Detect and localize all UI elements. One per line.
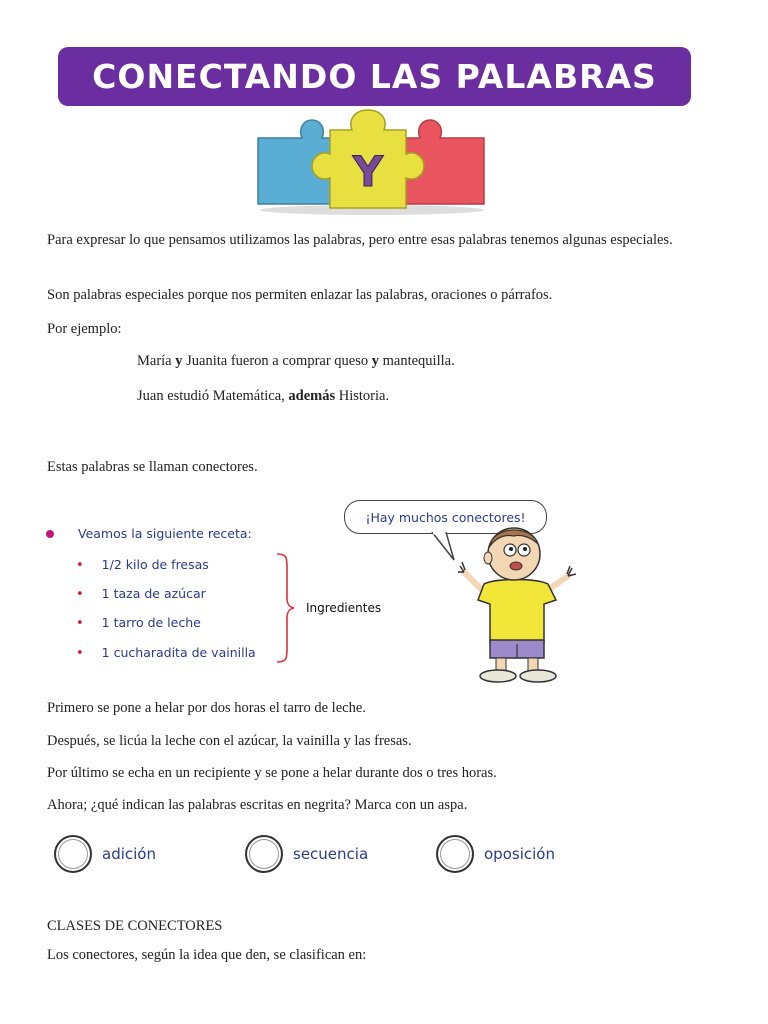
option-circle[interactable] [245, 835, 283, 873]
step-paragraph-1: Primero se pone a helar por dos horas el tarro de leche. [47, 700, 366, 716]
option-circle[interactable] [436, 835, 474, 873]
step-paragraph-3: Por último se echa en un recipiente y se pone a helar durante dos o tres horas. [47, 765, 497, 781]
section-paragraph: Los conectores, según la idea que den, se clasifican en: [47, 947, 367, 963]
bullet-dot [46, 530, 54, 538]
option-adicion[interactable] [54, 835, 156, 873]
question-paragraph: Ahora; ¿qué indican las palabras escritas en negrita? Marca con un aspa. [47, 797, 468, 813]
connector-bold: y [175, 353, 183, 369]
connector-bold: y [371, 353, 379, 369]
curly-brace [275, 552, 295, 664]
ingredient-item: • 1 tarro de leche [76, 615, 201, 631]
intro-paragraph-2: Son palabras especiales porque nos permiten enlazar las palabras, oraciones o párrafos. [47, 287, 553, 303]
option-oposicion[interactable] [436, 835, 555, 873]
step-paragraph-2: Después, se licúa la leche con el azúcar, la vainilla y las fresas. [47, 733, 412, 749]
puzzle-illustration [252, 108, 490, 216]
page-title: CONECTANDO LAS PALABRAS [92, 57, 657, 96]
example-sentence-1: María y Juanita fueron a comprar queso y mantequilla. [137, 353, 455, 369]
ingredients-label: Ingredientes [306, 601, 382, 615]
ingredient-item: • 1 cucharadita de vainilla [76, 645, 256, 661]
puzzle-letter: Y [352, 147, 384, 196]
section-heading: CLASES DE CONECTORES [47, 918, 223, 934]
option-label: oposición [484, 845, 555, 863]
title-banner [58, 47, 691, 106]
boy-illustration [452, 520, 582, 686]
intro-paragraph-4: Estas palabras se llaman conectores. [47, 459, 258, 475]
connector-bold: además [288, 388, 336, 404]
speech-bubble-text: ¡Hay muchos conectores! [365, 509, 526, 525]
example-sentence-2: Juan estudió Matemática, además Historia. [137, 388, 390, 404]
intro-paragraph-3: Por ejemplo: [47, 321, 122, 337]
option-circle[interactable] [54, 835, 92, 873]
option-label: secuencia [293, 845, 369, 863]
option-secuencia[interactable] [245, 835, 368, 873]
recipe-title: Veamos la siguiente receta: [78, 526, 252, 541]
ingredient-item: • 1 taza de azúcar [76, 586, 206, 602]
option-label: adición [102, 845, 156, 863]
intro-paragraph-1: Para expresar lo que pensamos utilizamos las palabras, pero entre esas palabras tenemos algunas especiales. [47, 232, 673, 248]
ingredient-item: • 1/2 kilo de fresas [76, 557, 209, 573]
